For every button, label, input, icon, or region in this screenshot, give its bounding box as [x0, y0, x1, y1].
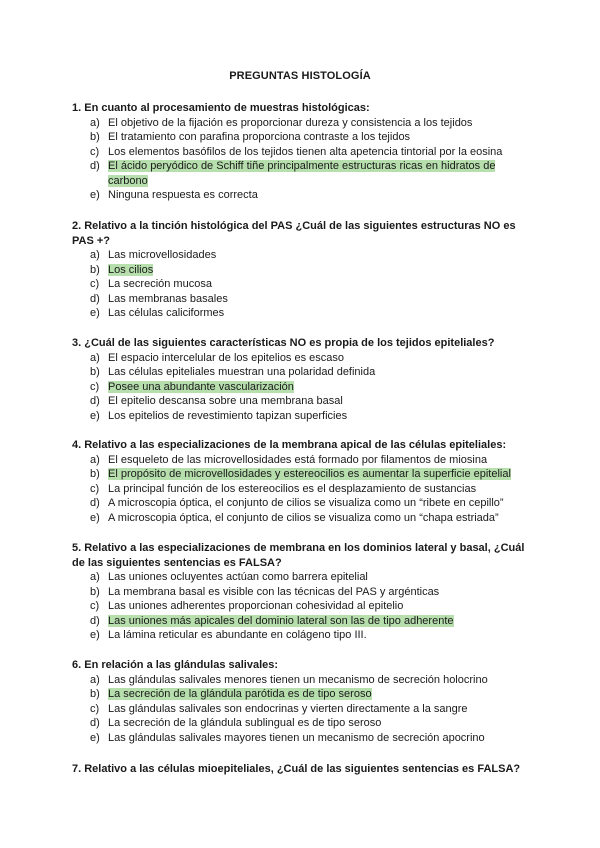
option-d: d) La secreción de la glándula sublingual es de tipo seroso: [90, 717, 382, 729]
options-list: [72, 116, 530, 203]
option-c: c) Los elementos basófilos de los tejidos tienen alta apetencia tintorial por la eosina: [90, 145, 503, 158]
option-c: c) La secreción mucosa: [90, 278, 212, 290]
option-a: a) Las microvellosidades: [90, 249, 217, 261]
option-a: a) El esqueleto de las microvellosidades está formado por filamentos de miosina: [90, 453, 488, 466]
option-b-correct: b) La secreción de la glándula parótida es de tipo seroso: [90, 688, 372, 700]
question-3: [72, 336, 530, 423]
option-d-correct: d) Las uniones más apicales del dominio lateral son las de tipo adherente: [90, 614, 454, 627]
question-text: 6. En relación a las glándulas salivales:: [72, 659, 279, 671]
option-e: e) Las células caliciformes: [90, 307, 225, 319]
option-d-correct: d) El ácido peryódico de Schiff tiñe principalmente estructuras ricas en hidratos de carbono: [90, 160, 496, 187]
options-list: [72, 570, 530, 643]
option-b: b) La membrana basal es visible con las técnicas del PAS y argénticas: [90, 585, 440, 598]
option-a: a) El objetivo de la fijación es proporcionar dureza y consistencia a los tejidos: [90, 116, 473, 129]
option-e: e) Las glándulas salivales mayores tienen un mecanismo de secreción apocrino: [90, 731, 485, 744]
option-b: b) Las células epiteliales muestran una polaridad definida: [90, 366, 376, 378]
page-title: PREGUNTAS HISTOLOGÍA: [229, 70, 371, 82]
option-d: d) El epitelio descansa sobre una membrana basal: [90, 395, 343, 407]
option-d: d) Las membranas basales: [90, 292, 228, 305]
question-2: [72, 219, 530, 321]
option-b: b) El tratamiento con parafina proporciona contraste a los tejidos: [90, 131, 411, 143]
option-b-correct: b) El propósito de microvellosidades y estereocilios es aumentar la superficie epitelial: [90, 468, 511, 480]
option-e: e) A microscopia óptica, el conjunto de cilios se visualiza como un “chapa estriada”: [90, 511, 499, 524]
question-text: 5. Relativo a las especializaciones de membrana en los dominios lateral y basal, ¿Cuál de las siguientes sentencias es FALSA?: [72, 542, 525, 569]
option-d: d) A microscopia óptica, el conjunto de cilios se visualiza como un “ribete en cepillo”: [90, 497, 504, 509]
question-5: [72, 541, 530, 643]
question-text: 4. Relativo a las especializaciones de la membrana apical de las células epiteliales:: [72, 439, 507, 451]
option-e: e) La lámina reticular es abundante en colágeno tipo III.: [90, 629, 367, 641]
question-text: 1. En cuanto al procesamiento de muestras histológicas:: [72, 102, 370, 114]
option-c: c) Las uniones adherentes proporcionan cohesividad al epitelio: [90, 600, 404, 612]
options-list: [72, 453, 530, 526]
question-text: 7. Relativo a las células mioepiteliales, ¿Cuál de las siguientes sentencias es FALSA?: [72, 763, 521, 775]
option-c: c) La principal función de los estereocilios es el desplazamiento de sustancias: [90, 482, 477, 495]
option-a: a) Las glándulas salivales menores tienen un mecanismo de secreción holocrino: [90, 673, 488, 686]
question-text: 3. ¿Cuál de las siguientes características NO es propia de los tejidos epiteliales?: [72, 337, 495, 349]
option-c-correct: c) Posee una abundante vascularización: [90, 380, 294, 393]
options-list: [72, 351, 530, 424]
option-b-correct: b) Los cilios: [90, 263, 154, 276]
option-c: c) Las glándulas salivales son endocrinas y vierten directamente a la sangre: [90, 702, 468, 715]
question-7: [72, 762, 530, 777]
option-e: e) Ninguna respuesta es correcta: [90, 189, 258, 201]
options-list: [72, 673, 530, 746]
question-text: 2. Relativo a la tinción histológica del PAS ¿Cuál de las siguientes estructuras NO es PAS +?: [72, 220, 516, 247]
question-4: [72, 438, 530, 525]
option-a: a) Las uniones ocluyentes actúan como barrera epitelial: [90, 571, 368, 583]
question-1: [72, 101, 530, 203]
option-e: e) Los epitelios de revestimiento tapizan superficies: [90, 409, 348, 422]
option-a: a) El espacio intercelular de los epitelios es escaso: [90, 351, 345, 364]
question-6: [72, 658, 530, 745]
options-list: [72, 248, 530, 321]
